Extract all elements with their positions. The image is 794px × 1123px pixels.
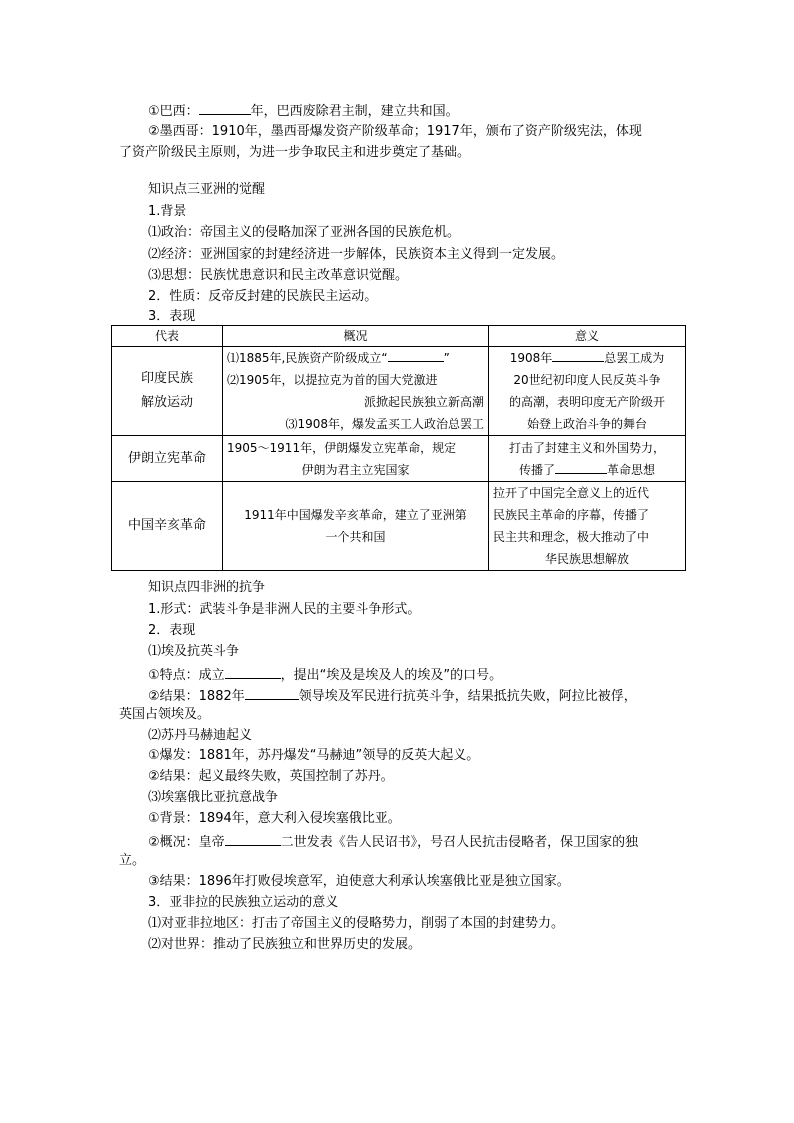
background-thought: ⑶思想：民族忧患意识和民主改革意识觉醒。 bbox=[148, 268, 409, 283]
india-significance-line: 20世纪初印度人民反英斗争 bbox=[513, 373, 661, 387]
india-overview-cell bbox=[223, 347, 489, 436]
iran-significance-cell bbox=[489, 436, 686, 482]
china-significance-cell bbox=[489, 482, 686, 571]
mexico-line-1: ②墨西哥：1910年，墨西哥爆发资产阶级革命；1917年，颁布了资产阶级宪法，体现 bbox=[148, 124, 642, 139]
background-heading: 1.背景 bbox=[148, 204, 187, 219]
india-overview-line: ⑶1908年，爆发孟买工人政治总罢工 bbox=[285, 417, 484, 431]
background-economy: ⑵经济：亚洲国家的封建经济进一步解体，民族资本主义得到一定发展。 bbox=[148, 247, 565, 262]
iran-name-cell: 伊朗立宪革命 bbox=[112, 436, 223, 482]
sudan-outbreak: ①爆发：1881年，苏丹爆发“马赫迪”领导的反英大起义。 bbox=[148, 748, 480, 763]
table-row bbox=[112, 347, 686, 436]
china-significance-line: 拉开了中国完全意义上的近代 bbox=[493, 486, 650, 500]
table-row bbox=[112, 436, 686, 482]
iran-overview-line: 1905～1911年，伊朗爆发立宪革命，规定 bbox=[227, 440, 457, 455]
performance-heading: 3．表现 bbox=[148, 309, 196, 324]
china-significance-line: 华民族思想解放 bbox=[544, 552, 629, 566]
section-title-africa: 知识点四非洲的抗争 bbox=[148, 580, 266, 595]
ethiopia-result: ③结果：1896年打败侵埃意军，迫使意大利承认埃塞俄比亚是独立国家。 bbox=[148, 874, 570, 889]
india-name-cell bbox=[112, 347, 223, 436]
ethiopia-overview-line-2: 立。 bbox=[119, 853, 146, 868]
india-overview-line: 派掀起民族独立新高潮 bbox=[363, 395, 484, 409]
africa-performance-heading: 2．表现 bbox=[148, 623, 196, 638]
iran-significance-line: 打击了封建主义和外国势力， bbox=[508, 440, 665, 455]
significance-region: ⑴对亚非拉地区：打击了帝国主义的侵略势力，削弱了本国的封建势力。 bbox=[148, 916, 565, 931]
fill-blank[interactable] bbox=[388, 348, 444, 362]
header-representative: 代表 bbox=[112, 326, 223, 347]
iran-significance-line: 传播了 革命思想 bbox=[493, 459, 681, 481]
fill-blank[interactable] bbox=[225, 665, 281, 679]
china-overview-cell bbox=[223, 482, 489, 571]
india-overview-line: ⑴1885年,民族资产阶级成立“ ” bbox=[227, 347, 484, 369]
table-row bbox=[112, 482, 686, 571]
ethiopia-background: ①背景：1894年，意大利入侵埃塞俄比亚。 bbox=[148, 811, 401, 826]
china-name-cell: 中国辛亥革命 bbox=[112, 482, 223, 571]
table-header-row bbox=[112, 326, 686, 347]
mexico-line-2: 了资产阶级民主原则，为进一步争取民主和进步奠定了基础。 bbox=[119, 145, 471, 160]
egypt-feature-line: ①特点：成立 ，提出“埃及是埃及人的埃及”的口号。 bbox=[148, 665, 502, 684]
india-significance-line: 1908年 总罢工成为 bbox=[493, 347, 681, 369]
brazil-prefix: ①巴西： bbox=[148, 104, 199, 119]
asia-awakening-table bbox=[111, 325, 686, 571]
iran-overview-line: 伊朗为君主立宪国家 bbox=[301, 462, 410, 477]
header-significance: 意义 bbox=[489, 326, 686, 347]
brazil-line bbox=[148, 101, 459, 120]
china-significance-line: 民主共和理念，极大推动了中 bbox=[493, 530, 650, 544]
india-significance-line: 的高潮，表明印度无产阶级开 bbox=[508, 395, 665, 409]
india-name: 印度民族解放运动 bbox=[140, 371, 193, 410]
egypt-result-line-2: 英国占领埃及。 bbox=[119, 707, 211, 722]
india-significance-cell bbox=[489, 347, 686, 436]
africa-form: 1.形式：武装斗争是非洲人民的主要斗争形式。 bbox=[148, 602, 421, 617]
section-title-asia: 知识点三亚洲的觉醒 bbox=[148, 182, 266, 197]
china-overview-line: 1911年中国爆发辛亥革命，建立了亚洲第 bbox=[244, 508, 467, 522]
fill-blank[interactable] bbox=[555, 460, 607, 474]
fill-blank[interactable] bbox=[199, 101, 251, 115]
ethiopia-overview-line: ②概况：皇帝 二世发表《告人民诏书》，号召人民抗击侵略者，保卫国家的独 bbox=[148, 832, 638, 851]
brazil-suffix: 年，巴西废除君主制，建立共和国。 bbox=[250, 104, 459, 119]
header-overview: 概况 bbox=[223, 326, 489, 347]
fill-blank[interactable] bbox=[245, 686, 299, 700]
ethiopia-heading: ⑶埃塞俄比亚抗意战争 bbox=[148, 790, 279, 805]
fill-blank[interactable] bbox=[225, 832, 281, 846]
background-politics: ⑴政治：帝国主义的侵略加深了亚洲各国的民族危机。 bbox=[148, 225, 461, 240]
fill-blank[interactable] bbox=[552, 348, 604, 362]
egypt-result-line: ②结果：1882年 领导埃及军民进行抗英斗争，结果抵抗失败，阿拉比被俘， bbox=[148, 686, 637, 705]
china-overview-line: 一个共和国 bbox=[325, 530, 386, 544]
significance-world: ⑵对世界：推动了民族独立和世界历史的发展。 bbox=[148, 937, 422, 952]
egypt-heading: ⑴埃及抗英斗争 bbox=[148, 644, 240, 659]
china-significance-line: 民族民主革命的序幕，传播了 bbox=[493, 508, 650, 522]
sudan-heading: ⑵苏丹马赫迪起义 bbox=[148, 728, 253, 743]
significance-heading: 3．亚非拉的民族独立运动的意义 bbox=[148, 895, 339, 910]
india-significance-line: 始登上政治斗争的舞台 bbox=[526, 417, 647, 431]
sudan-result: ②结果：起义最终失败，英国控制了苏丹。 bbox=[148, 769, 394, 784]
iran-overview-cell bbox=[223, 436, 489, 482]
india-overview-line: ⑵1905年，以提拉克为首的国大党激进 bbox=[227, 373, 438, 387]
nature-line: 2．性质：反帝反封建的民族民主运动。 bbox=[148, 289, 378, 304]
